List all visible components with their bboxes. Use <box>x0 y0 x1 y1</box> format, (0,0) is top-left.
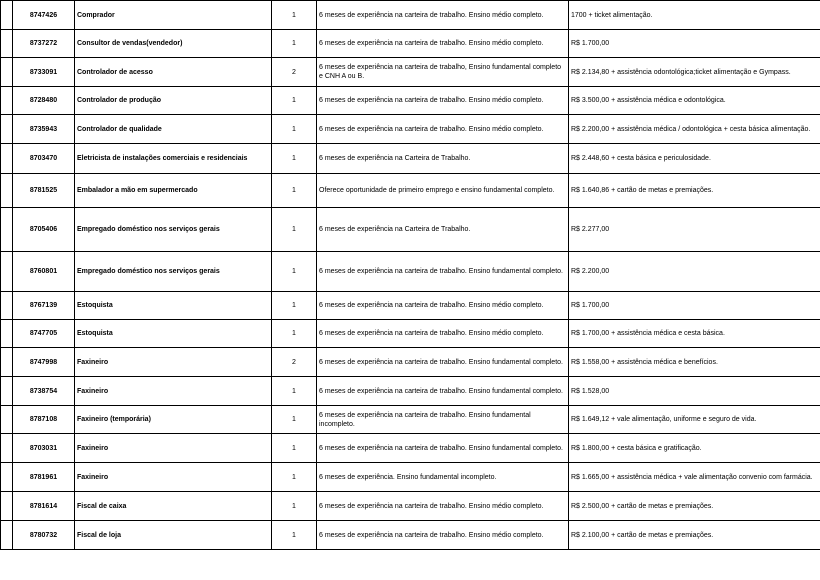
requirements-cell: 6 meses de experiência na carteira de trabalho. Ensino fundamental completo. <box>317 348 569 377</box>
table-row <box>1 434 820 463</box>
salary-benefits-cell: R$ 2.100,00 + cartão de metas e premiações. <box>569 521 820 550</box>
job-title-cell: Fiscal de caixa <box>75 492 272 521</box>
row-gutter-cell <box>1 406 13 434</box>
salary-benefits-cell: R$ 1.700,00 <box>569 292 820 320</box>
job-title-cell: Faxineiro <box>75 434 272 463</box>
job-title-cell: Faxineiro <box>75 377 272 406</box>
requirements-cell: 6 meses de experiência na carteira de trabalho. Ensino médio completo. <box>317 292 569 320</box>
requirements-cell: 6 meses de experiência na carteira de trabalho. Ensino médio completo. <box>317 30 569 58</box>
job-code-cell: 8781614 <box>13 492 75 521</box>
table-row <box>1 58 820 87</box>
row-gutter-cell <box>1 320 13 348</box>
job-title-cell: Faxineiro <box>75 348 272 377</box>
job-title-cell: Controlador de produção <box>75 87 272 115</box>
salary-benefits-cell: R$ 1.558,00 + assistência médica e benefícios. <box>569 348 820 377</box>
vacancies-cell: 1 <box>272 87 317 115</box>
salary-benefits-cell: R$ 1.640,86 + cartão de metas e premiações. <box>569 174 820 208</box>
row-gutter-cell <box>1 30 13 58</box>
vacancies-cell: 1 <box>272 292 317 320</box>
salary-benefits-cell: R$ 2.277,00 <box>569 208 820 252</box>
salary-benefits-cell: 1700 + ticket alimentação. <box>569 1 820 30</box>
table-row <box>1 30 820 58</box>
requirements-cell: 6 meses de experiência na carteira de trabalho. Ensino médio completo. <box>317 1 569 30</box>
table-row <box>1 174 820 208</box>
job-code-cell: 8747705 <box>13 320 75 348</box>
requirements-cell: 6 meses de experiência na carteira de trabalho. Ensino médio completo. <box>317 521 569 550</box>
table-row <box>1 115 820 144</box>
job-code-cell: 8728480 <box>13 87 75 115</box>
job-code-cell: 8747998 <box>13 348 75 377</box>
salary-benefits-cell: R$ 2.200,00 + assistência médica / odontológica + cesta básica alimentação. <box>569 115 820 144</box>
job-title-cell: Comprador <box>75 1 272 30</box>
requirements-cell: 6 meses de experiência na carteira de trabalho. Ensino médio completo. <box>317 115 569 144</box>
row-gutter-cell <box>1 58 13 87</box>
salary-benefits-cell: R$ 1.649,12 + vale alimentação, uniforme e seguro de vida. <box>569 406 820 434</box>
requirements-cell: 6 meses de experiência. Ensino fundamental incompleto. <box>317 463 569 492</box>
vacancies-cell: 2 <box>272 348 317 377</box>
salary-benefits-cell: R$ 1.700,00 <box>569 30 820 58</box>
salary-benefits-cell: R$ 2.448,60 + cesta básica e periculosidade. <box>569 144 820 174</box>
requirements-cell: 6 meses de experiência na carteira de trabalho. Ensino fundamental completo. <box>317 252 569 292</box>
table-row <box>1 463 820 492</box>
requirements-cell: 6 meses de experiência na carteira de trabalho. Ensino médio completo. <box>317 320 569 348</box>
job-title-cell: Fiscal de loja <box>75 521 272 550</box>
vacancies-cell: 1 <box>272 377 317 406</box>
table-row <box>1 492 820 521</box>
vacancies-cell: 1 <box>272 320 317 348</box>
requirements-cell: Oferece oportunidade de primeiro emprego e ensino fundamental completo. <box>317 174 569 208</box>
row-gutter-cell <box>1 434 13 463</box>
table-row <box>1 144 820 174</box>
table-row <box>1 87 820 115</box>
requirements-cell: 6 meses de experiência na carteira de trabalho. Ensino médio completo. <box>317 87 569 115</box>
vacancies-cell: 1 <box>272 521 317 550</box>
table-row <box>1 292 820 320</box>
requirements-cell: 6 meses de experiência na Carteira de Trabalho. <box>317 144 569 174</box>
job-title-cell: Estoquista <box>75 320 272 348</box>
row-gutter-cell <box>1 252 13 292</box>
row-gutter-cell <box>1 144 13 174</box>
row-gutter-cell <box>1 1 13 30</box>
table-row <box>1 406 820 434</box>
vacancies-cell: 1 <box>272 463 317 492</box>
job-title-cell: Embalador a mão em supermercado <box>75 174 272 208</box>
job-title-cell: Faxineiro <box>75 463 272 492</box>
row-gutter-cell <box>1 208 13 252</box>
salary-benefits-cell: R$ 3.500,00 + assistência médica e odontológica. <box>569 87 820 115</box>
job-code-cell: 8705406 <box>13 208 75 252</box>
salary-benefits-cell: R$ 2.500,00 + cartão de metas e premiações. <box>569 492 820 521</box>
requirements-cell: 6 meses de experiência na carteira de trabalho. Ensino médio completo. <box>317 492 569 521</box>
table-row <box>1 348 820 377</box>
table-row <box>1 320 820 348</box>
job-code-cell: 8781525 <box>13 174 75 208</box>
requirements-cell: 6 meses de experiência na carteira de trabalho. Ensino fundamental incompleto. <box>317 406 569 434</box>
vacancies-cell: 1 <box>272 434 317 463</box>
requirements-cell: 6 meses de experiência na carteira de trabalho. Ensino fundamental completo. <box>317 434 569 463</box>
job-code-cell: 8760801 <box>13 252 75 292</box>
salary-benefits-cell: R$ 1.665,00 + assistência médica + vale alimentação convenio com farmácia. <box>569 463 820 492</box>
row-gutter-cell <box>1 115 13 144</box>
table-row <box>1 377 820 406</box>
salary-benefits-cell: R$ 1.528,00 <box>569 377 820 406</box>
job-code-cell: 8747426 <box>13 1 75 30</box>
requirements-cell: 6 meses de experiência na Carteira de Trabalho. <box>317 208 569 252</box>
job-title-cell: Controlador de qualidade <box>75 115 272 144</box>
table-row <box>1 252 820 292</box>
row-gutter-cell <box>1 348 13 377</box>
salary-benefits-cell: R$ 1.800,00 + cesta básica e gratificação. <box>569 434 820 463</box>
salary-benefits-cell: R$ 2.200,00 <box>569 252 820 292</box>
salary-benefits-cell: R$ 1.700,00 + assistência médica e cesta básica. <box>569 320 820 348</box>
vacancies-cell: 1 <box>272 406 317 434</box>
job-code-cell: 8780732 <box>13 521 75 550</box>
vacancies-cell: 1 <box>272 208 317 252</box>
row-gutter-cell <box>1 174 13 208</box>
vacancies-cell: 1 <box>272 492 317 521</box>
job-title-cell: Empregado doméstico nos serviços gerais <box>75 208 272 252</box>
vacancies-cell: 1 <box>272 1 317 30</box>
table-row <box>1 521 820 550</box>
table-row <box>1 208 820 252</box>
requirements-cell: 6 meses de experiência na carteira de trabalho, Ensino fundamental completo e CNH A ou B. <box>317 58 569 87</box>
row-gutter-cell <box>1 463 13 492</box>
job-code-cell: 8767139 <box>13 292 75 320</box>
vacancies-cell: 2 <box>272 58 317 87</box>
job-code-cell: 8737272 <box>13 30 75 58</box>
table-row <box>1 1 820 30</box>
job-code-cell: 8738754 <box>13 377 75 406</box>
row-gutter-cell <box>1 377 13 406</box>
requirements-cell: 6 meses de experiência na carteira de trabalho. Ensino fundamental completo. <box>317 377 569 406</box>
job-title-cell: Estoquista <box>75 292 272 320</box>
job-code-cell: 8781961 <box>13 463 75 492</box>
row-gutter-cell <box>1 492 13 521</box>
job-title-cell: Eletricista de instalações comerciais e residenciais <box>75 144 272 174</box>
job-title-cell: Empregado doméstico nos serviços gerais <box>75 252 272 292</box>
vacancies-cell: 1 <box>272 115 317 144</box>
job-title-cell: Consultor de vendas(vendedor) <box>75 30 272 58</box>
job-title-cell: Faxineiro (temporária) <box>75 406 272 434</box>
job-title-cell: Controlador de acesso <box>75 58 272 87</box>
job-code-cell: 8703470 <box>13 144 75 174</box>
job-code-cell: 8733091 <box>13 58 75 87</box>
salary-benefits-cell: R$ 2.134,80 + assistência odontológica;ticket alimentação e Gympass. <box>569 58 820 87</box>
vacancies-cell: 1 <box>272 174 317 208</box>
job-code-cell: 8735943 <box>13 115 75 144</box>
row-gutter-cell <box>1 521 13 550</box>
row-gutter-cell <box>1 87 13 115</box>
job-listings-body <box>1 1 820 550</box>
job-code-cell: 8703031 <box>13 434 75 463</box>
vacancies-cell: 1 <box>272 252 317 292</box>
job-code-cell: 8787108 <box>13 406 75 434</box>
row-gutter-cell <box>1 292 13 320</box>
vacancies-cell: 1 <box>272 30 317 58</box>
vacancies-cell: 1 <box>272 144 317 174</box>
